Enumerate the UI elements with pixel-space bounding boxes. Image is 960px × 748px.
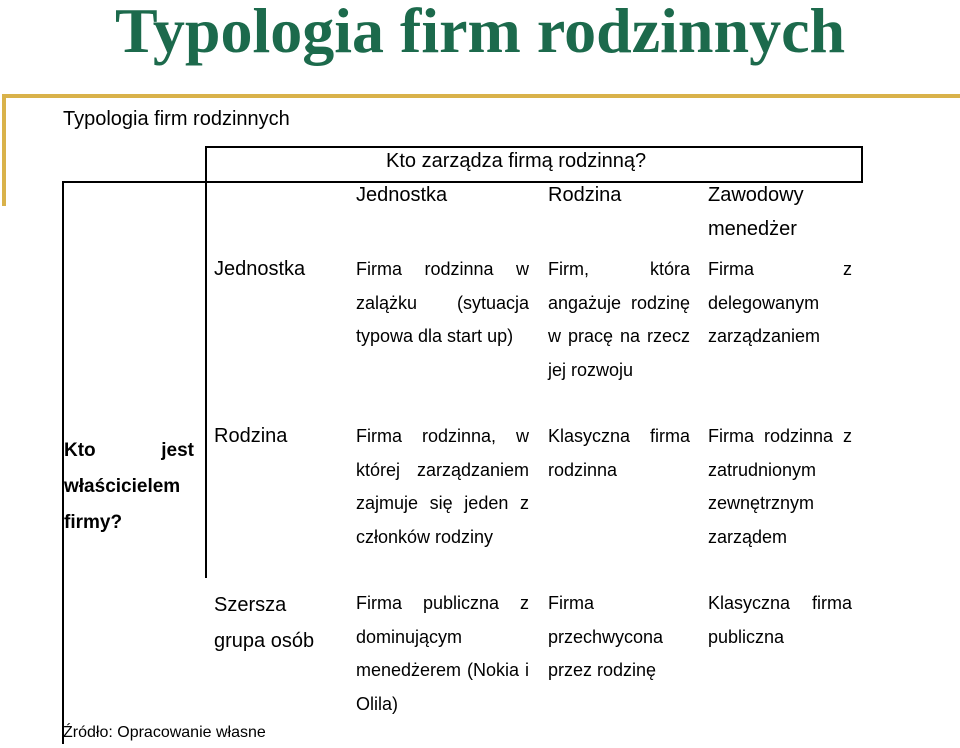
table-caption: Typologia firm rodzinnych xyxy=(63,108,290,130)
cell-individual-individual: Firma rodzinna w zalążku (sytuacja typowa dla start up) xyxy=(356,259,529,346)
column-header-individual: Jednostka xyxy=(356,184,448,206)
column-header-family: Rodzina xyxy=(548,184,622,206)
accent-line-vertical xyxy=(2,94,6,206)
row-label-wider-group: Szersza grupa osób xyxy=(214,594,315,652)
owner-question: Kto jest właścicielem firmy? xyxy=(64,440,194,533)
cell-individual-family: Firm, która angażuje rodzinę w pracę na rzecz jej rozwoju xyxy=(548,259,690,380)
cell-family-individual: Firma rodzinna, w której zarządzaniem zajmuje się jeden z członków rodziny xyxy=(356,426,529,547)
row-label-family: Rodzina xyxy=(214,425,288,447)
slide-title: Typologia firm rodzinnych xyxy=(114,0,846,66)
row-label-individual: Jednostka xyxy=(214,258,306,280)
cell-family-family: Klasyczna firma rodzinna xyxy=(548,426,690,480)
cell-group-family: Firma przechwycona przez rodzinę xyxy=(548,593,664,680)
table-divider-owner xyxy=(205,146,207,578)
header-question: Kto zarządza firmą rodzinną? xyxy=(386,150,647,172)
cell-group-individual: Firma publiczna z dominującym menedżerem (Nokia i Olila) xyxy=(356,593,529,714)
cell-group-manager: Klasyczna firma publiczna xyxy=(708,593,852,647)
table-border-left-top xyxy=(62,181,207,183)
accent-line-horizontal xyxy=(2,94,960,98)
source-note: Źródło: Opracowanie własne xyxy=(63,724,266,741)
table-border-right xyxy=(861,146,863,183)
cell-family-manager: Firma rodzinna z zatrudnionym zewnętrznym zarządem xyxy=(708,426,852,547)
cell-individual-manager: Firma z delegowanym zarządzaniem xyxy=(708,259,852,346)
column-header-manager: Zawodowy menedżer xyxy=(708,184,804,240)
